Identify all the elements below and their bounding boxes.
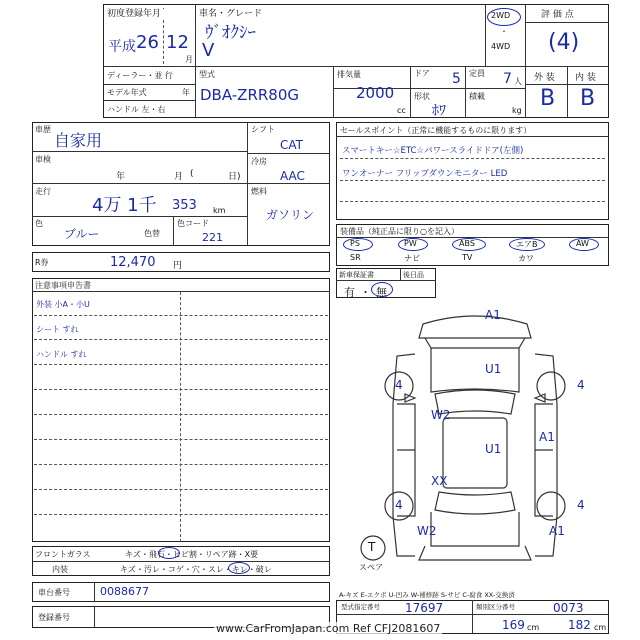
displacement-label: 排気量 xyxy=(337,70,361,79)
eval-score: (4) xyxy=(548,30,580,55)
displacement-unit: cc xyxy=(397,106,406,115)
car-outline-svg xyxy=(335,294,615,584)
ext-grade: B xyxy=(540,86,556,111)
interior-label: 内装 xyxy=(52,565,68,574)
notes-title: 注意事項申告書 xyxy=(35,281,91,290)
car-name: ｳﾞｵｸｼｰ xyxy=(205,23,256,43)
first-reg-year: 26 xyxy=(136,32,159,53)
equip-leather: カワ xyxy=(518,254,534,263)
damage-front-right-wheel: 4 xyxy=(577,378,585,392)
shape-value: ﾎﾜ xyxy=(432,103,446,119)
category-value: 0073 xyxy=(553,601,584,615)
recycle-value: 12,470 xyxy=(110,255,156,270)
damage-front-left-wheel: 4 xyxy=(395,378,403,392)
warranty-new-label: 新車保証書 xyxy=(339,271,374,279)
int-label: 内 装 xyxy=(575,73,596,83)
color-code-label: 色コード xyxy=(177,219,209,228)
equip-abs: ABS xyxy=(459,239,475,248)
damage-diagram xyxy=(335,294,615,584)
equip-ps: PS xyxy=(350,239,360,248)
equip-airbag: エアB xyxy=(516,240,538,249)
ac-label: 冷房 xyxy=(251,157,267,166)
grade: V xyxy=(202,40,215,61)
height-unit: cm xyxy=(594,623,607,632)
chassis-label: 車台番号 xyxy=(38,588,70,597)
height-value: 182 xyxy=(568,618,591,632)
color-label: 色 xyxy=(35,219,43,228)
inspection-paren: ( xyxy=(190,169,194,179)
car-name-label: 車名・グレード xyxy=(199,9,263,19)
color-code-value: 221 xyxy=(202,231,223,244)
mileage-sub: 353 xyxy=(172,198,197,213)
inspection-day-unit: 日) xyxy=(228,172,241,182)
first-reg-era: 平成 xyxy=(108,39,136,55)
interior-circle xyxy=(228,562,250,574)
sales-title: セールスポイント（正常に機能するものに限ります） xyxy=(340,126,532,135)
capacity-unit: 人 xyxy=(514,77,522,86)
spare-label: スペア xyxy=(359,563,383,572)
width-value: 169 xyxy=(502,618,525,632)
capacity-value: 7 xyxy=(503,71,512,87)
damage-rear-right-wheel: 4 xyxy=(577,498,585,512)
color-value: ブルー xyxy=(64,227,100,241)
notes-block xyxy=(32,278,330,542)
drive-4wd: 4WD xyxy=(491,42,511,51)
shift-value: CAT xyxy=(280,138,303,152)
ext-label: 外 装 xyxy=(534,73,555,83)
warranty-after-label: 後日品 xyxy=(403,271,424,279)
damage-rear-left-wheel: 4 xyxy=(395,498,403,512)
chassis-row xyxy=(32,582,330,602)
usage-label: 車歴 xyxy=(35,125,51,134)
equip-aw: AW xyxy=(576,239,589,248)
note-line-3: ハンドル すれ xyxy=(36,350,87,359)
type-designation-label: 型式指定番号 xyxy=(341,603,380,611)
fuel-value: ガソリン xyxy=(266,208,315,222)
color-change-label: 色替 xyxy=(144,229,160,238)
damage-right-rear: A1 xyxy=(549,524,565,538)
dealer-label: ディーラー・並 行 xyxy=(107,71,173,80)
warranty-sep: ・ xyxy=(360,286,371,299)
note-line-1: 外装 小A・小U xyxy=(36,300,90,309)
eval-label: 評 価 点 xyxy=(541,10,574,20)
interior-value: キズ・汚レ・コゲ・穴・スレ・キレ・破レ xyxy=(120,565,272,574)
inspection-year-unit: 年 xyxy=(116,172,126,182)
width-unit: cm xyxy=(527,623,540,632)
first-reg-month: 12 xyxy=(166,32,189,53)
shape-label: 形状 xyxy=(414,92,430,101)
damage-left-front-door: W2 xyxy=(431,408,451,422)
inspection-label: 車検 xyxy=(35,155,51,164)
front-glass-circle xyxy=(158,547,180,559)
model-year-unit: 年 xyxy=(182,88,190,97)
equip-sr: SR xyxy=(350,253,361,262)
warranty-no: 無 xyxy=(376,286,387,299)
damage-right-front-door: A1 xyxy=(539,430,555,444)
damage-legend: A-キズ E-エクボ U-凹み W-補修跡 S-サビ C-腐食 XX-交換済 xyxy=(339,591,515,599)
category-label: 類別区分番号 xyxy=(476,603,515,611)
damage-left-rear: W2 xyxy=(417,524,437,538)
inspection-month-unit: 月 xyxy=(174,172,184,182)
shift-label: シフト xyxy=(251,125,275,134)
mileage-main: 4万 1千 xyxy=(92,195,157,216)
int-grade: B xyxy=(580,86,596,111)
door-label: ドア xyxy=(414,69,430,78)
first-reg-label: 初度登録年月 xyxy=(107,9,162,19)
sales-line-2: ワンオーナー フリップダウンモニター LED xyxy=(342,169,508,179)
damage-front-bumper: A1 xyxy=(485,308,501,322)
recycle-label: R券 xyxy=(35,258,49,267)
registration-label: 登録番号 xyxy=(38,613,70,622)
drive-dot: ・ xyxy=(500,27,508,36)
equip-pw: PW xyxy=(404,239,417,248)
model-year-label: モデル年式 xyxy=(107,88,147,97)
sales-line-1: スマートキー☆ETC☆パワースライドドア(左側) xyxy=(342,146,524,156)
damage-rear-window: XX xyxy=(431,474,448,488)
drive-2wd: 2WD xyxy=(491,11,511,20)
capacity-label: 定員 xyxy=(469,69,485,78)
usage-value: 自家用 xyxy=(54,131,103,150)
door-value: 5 xyxy=(452,71,461,87)
equip-tv: TV xyxy=(462,253,473,262)
handle-label: ハンドル 左・右 xyxy=(107,105,166,114)
type-value: DBA-ZRR80G xyxy=(200,86,300,104)
front-glass-label: フロントガラス xyxy=(35,550,91,559)
spare-mark: T xyxy=(368,540,376,554)
type-designation-value: 17697 xyxy=(405,601,444,615)
watermark: www.CarFromJapan.com Ref CFJ2081607 xyxy=(216,622,441,635)
month-unit: 月 xyxy=(185,55,193,64)
mileage-unit: km xyxy=(213,206,226,215)
fuel-label: 燃料 xyxy=(251,187,267,196)
damage-hood: U1 xyxy=(485,362,502,376)
ac-value: AAC xyxy=(280,169,305,183)
displacement-value: 2000 xyxy=(356,84,395,102)
equip-navi: ナビ xyxy=(404,254,420,263)
equipment-title: 装備品（純正品に限り○を記入） xyxy=(340,227,459,236)
damage-roof: U1 xyxy=(485,442,502,456)
type-label: 型式 xyxy=(199,70,215,79)
chassis-value: 0088677 xyxy=(100,585,149,598)
recycle-unit: 円 xyxy=(173,261,183,271)
mileage-label: 走行 xyxy=(35,187,51,196)
load-unit: kg xyxy=(512,106,522,115)
load-label: 積載 xyxy=(469,92,485,101)
warranty-yes: 有 xyxy=(344,286,355,299)
note-line-2: シート すれ xyxy=(36,325,79,334)
front-glass-value: キズ・飛石・ヒビ割・リペア跡・X要 xyxy=(125,550,259,559)
